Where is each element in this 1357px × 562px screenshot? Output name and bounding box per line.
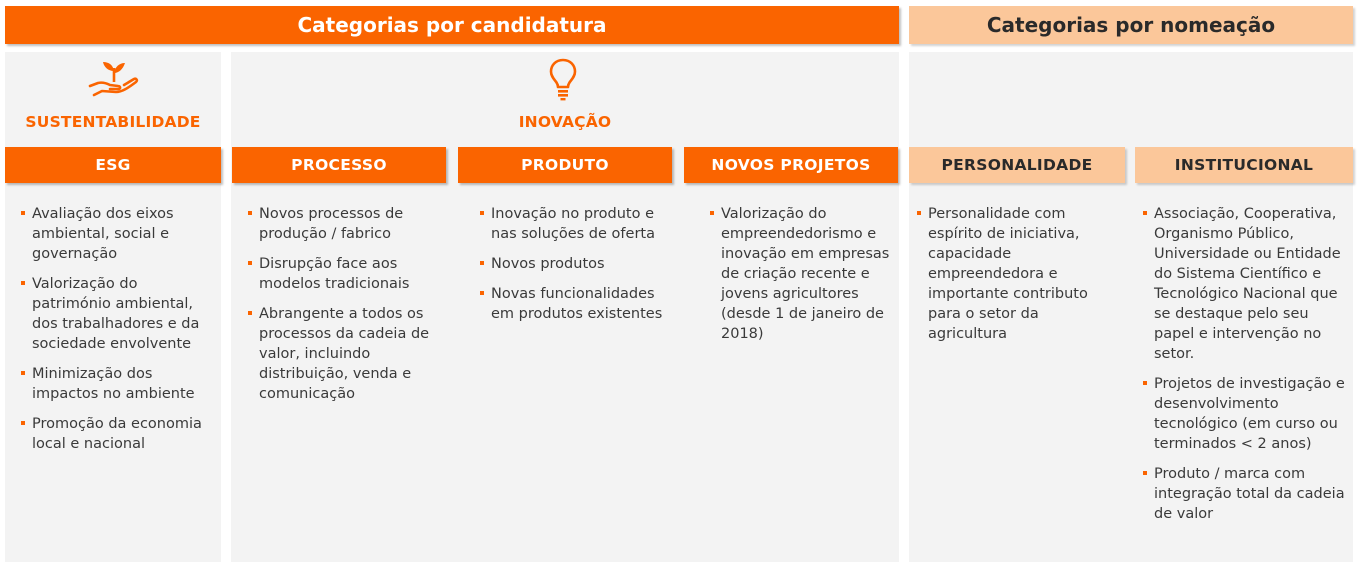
bullet-list-novos-projetos [710, 204, 892, 354]
bullet-list-personalidade [917, 204, 1107, 354]
list-item: Novas funcionalidades em produtos existentes [480, 284, 665, 324]
banner-categorias-candidatura [5, 6, 899, 44]
column-header-personalidade [909, 147, 1125, 183]
list-item: Minimização dos impactos no ambiente [21, 364, 211, 404]
list-item: Disrupção face aos modelos tradicionais [248, 254, 438, 294]
list-item: Inovação no produto e nas soluções de oferta [480, 204, 665, 244]
list-item: Valorização do património ambiental, dos trabalhadores e da sociedade envolvente [21, 274, 211, 354]
list-item: Novos produtos [480, 254, 665, 274]
list-item: Novos processos de produção / fabrico [248, 204, 438, 244]
banner-nomeacao-label: Categorias por nomeação [986, 13, 1276, 37]
bullet-list-institucional [1143, 204, 1353, 534]
hand-plant-icon [88, 58, 140, 100]
column-header-label: ESG [95, 156, 131, 174]
column-header-label: NOVOS PROJETOS [711, 156, 871, 174]
list-item: Produto / marca com integração total da cadeia de valor [1143, 464, 1353, 524]
group-title-inovacao: INOVAÇÃO [518, 113, 612, 131]
list-item: Projetos de investigação e desenvolvimento tecnológico (em curso ou terminados < 2 anos) [1143, 374, 1353, 454]
list-item: Abrangente a todos os processos da cadeia de valor, incluindo distribuição, venda e comunicação [248, 304, 438, 404]
column-header-label: PERSONALIDADE [941, 156, 1093, 174]
list-item: Associação, Cooperativa, Organismo Público, Universidade ou Entidade do Sistema Científico e Tecnológico Nacional que se destaque pelo seu papel e intervenção no setor. [1143, 204, 1353, 364]
list-item: Promoção da economia local e nacional [21, 414, 211, 454]
column-header-processo [232, 147, 446, 183]
list-item: Personalidade com espírito de iniciativa, capacidade empreendedora e importante contributo para o setor da agricultura [917, 204, 1107, 344]
list-item: Valorização do empreendedorismo e inovação em empresas de criação recente e jovens agricultores (desde 1 de janeiro de 2018) [710, 204, 892, 344]
column-header-novos-projetos [684, 147, 898, 183]
list-item: Avaliação dos eixos ambiental, social e governação [21, 204, 211, 264]
banner-candidatura-label: Categorias por candidatura [297, 13, 607, 37]
column-header-esg [5, 147, 221, 183]
column-header-label: PROCESSO [291, 156, 387, 174]
bullet-list-produto [480, 204, 665, 334]
bullet-list-esg [21, 204, 211, 464]
column-header-institucional [1135, 147, 1353, 183]
banner-categorias-nomeacao [909, 6, 1353, 44]
group-title-sustentabilidade: SUSTENTABILIDADE [25, 113, 201, 131]
lightbulb-icon [548, 57, 578, 101]
column-header-produto [458, 147, 672, 183]
column-header-label: INSTITUCIONAL [1174, 156, 1314, 174]
column-header-label: PRODUTO [521, 156, 609, 174]
bullet-list-processo [248, 204, 438, 414]
